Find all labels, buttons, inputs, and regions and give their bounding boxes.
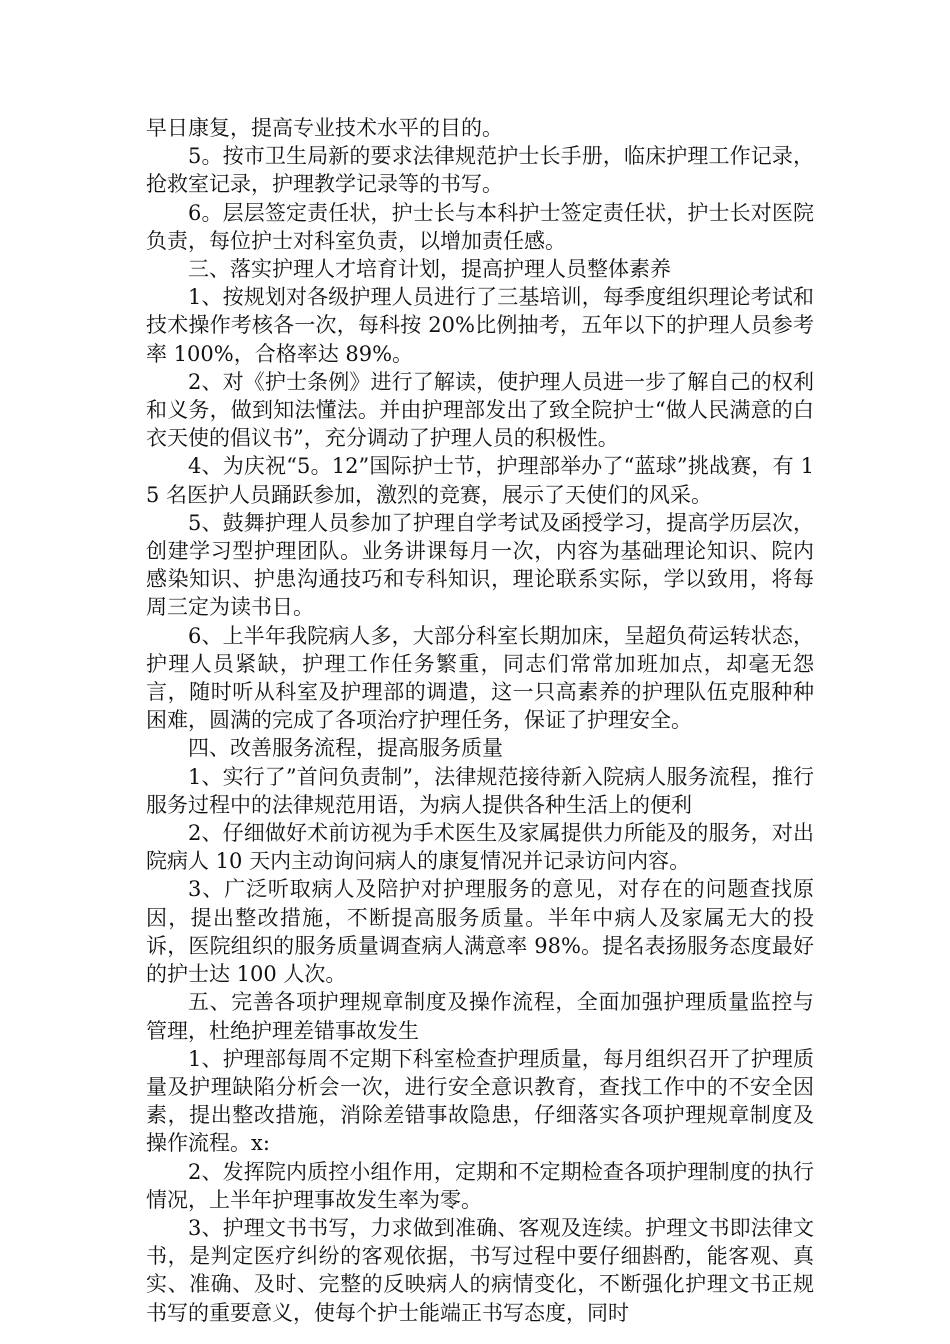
document-body bbox=[146, 114, 814, 1327]
paragraph: 1、按规划对各级护理人员进行了三基培训，每季度组织理论考试和技术操作考核各一次，每科按 20%比例抽考，五年以下的护理人员参考率 100%，合格率达 89%。 bbox=[146, 285, 814, 366]
paragraph: 3、护理文书书写，力求做到准确、客观及连续。护理文书即法律文书，是判定医疗纠纷的客观依据，书写过程中要仔细斟酌，能客观、真实、准确、及时、完整的反映病人的病情变化，不断强化护理文书正规书写的重要意义，使每个护士能端正书写态度，同时 bbox=[146, 1215, 814, 1325]
paragraph: 3、广泛听取病人及陪护对护理服务的意见，对存在的问题查找原因，提出整改措施，不断提高服务质量。半年中病人及家属无大的投诉，医院组织的服务质量调查病人满意率 98%。提名表扬服务态度最好的护士达 100 人次。 bbox=[146, 877, 814, 987]
paragraph: 1、实行了”首问负责制”，法律规范接待新入院病人服务流程，推行服务过程中的法律规范用语，为病人提供各种生活上的便利 bbox=[146, 764, 814, 817]
section-heading: 五、完善各项护理规章制度及操作流程，全面加强护理质量监控与管理，杜绝护理差错事故发生 bbox=[146, 990, 814, 1043]
paragraph: 2、仔细做好术前访视为手术医生及家属提供力所能及的服务，对出院病人 10 天内主动询问病人的康复情况并记录访问内容。 bbox=[146, 821, 814, 874]
paragraph: 5。按市卫生局新的要求法律规范护士长手册，临床护理工作记录，抢救室记录，护理教学记录等的书写。 bbox=[146, 144, 814, 197]
paragraph: 2、对《护士条例》进行了解读，使护理人员进一步了解自己的权利和义务，做到知法懂法。并由护理部发出了致全院护士“做人民满意的白衣天使的倡议书”，充分调动了护理人员的积极性。 bbox=[146, 369, 814, 451]
section-heading: 四、改善服务流程，提高服务质量 bbox=[188, 736, 503, 761]
paragraph: 2、发挥院内质控小组作用，定期和不定期检查各项护理制度的执行情况，上半年护理事故发生率为零。 bbox=[146, 1159, 814, 1212]
paragraph: 6、上半年我院病人多，大部分科室长期加床，呈超负荷运转状态，护理人员紧缺，护理工作任务繁重，同志们常常加班加点，却毫无怨言，随时听从科室及护理部的调遣，这一只高素养的护理队伍克服种种困难，圆满的完成了各项治疗护理任务，保证了护理安全。 bbox=[146, 623, 814, 733]
paragraph: 1、护理部每周不定期下科室检查护理质量，每月组织召开了护理质量及护理缺陷分析会一次，进行安全意识教育，查找工作中的不安全因素，提出整改措施，消除差错事故隐患，仔细落实各项护理规章制度及操作流程。x: bbox=[146, 1046, 814, 1156]
paragraph: 5、鼓舞护理人员参加了护理自学考试及函授学习，提高学历层次，创建学习型护理团队。业务讲课每月一次，内容为基础理论知识、院内感染知识、护患沟通技巧和专科知识，理论联系实际，学以致用，将每周三定为读书日。 bbox=[146, 510, 814, 620]
paragraph: 早日康复，提高专业技术水平的目的。 bbox=[146, 116, 503, 140]
section-heading: 三、落实护理人才培育计划，提高护理人员整体素养 bbox=[188, 257, 671, 282]
paragraph: 6。层层签定责任状，护士长与本科护士签定责任状，护士长对医院负责，每位护士对科室负责，以增加责任感。 bbox=[146, 200, 814, 253]
paragraph: 4、为庆祝“5。12”国际护士节，护理部举办了“蓝球”挑战赛，有 15 名医护人员踊跃参加，激烈的竞赛，展示了天使们的风采。 bbox=[146, 454, 814, 507]
